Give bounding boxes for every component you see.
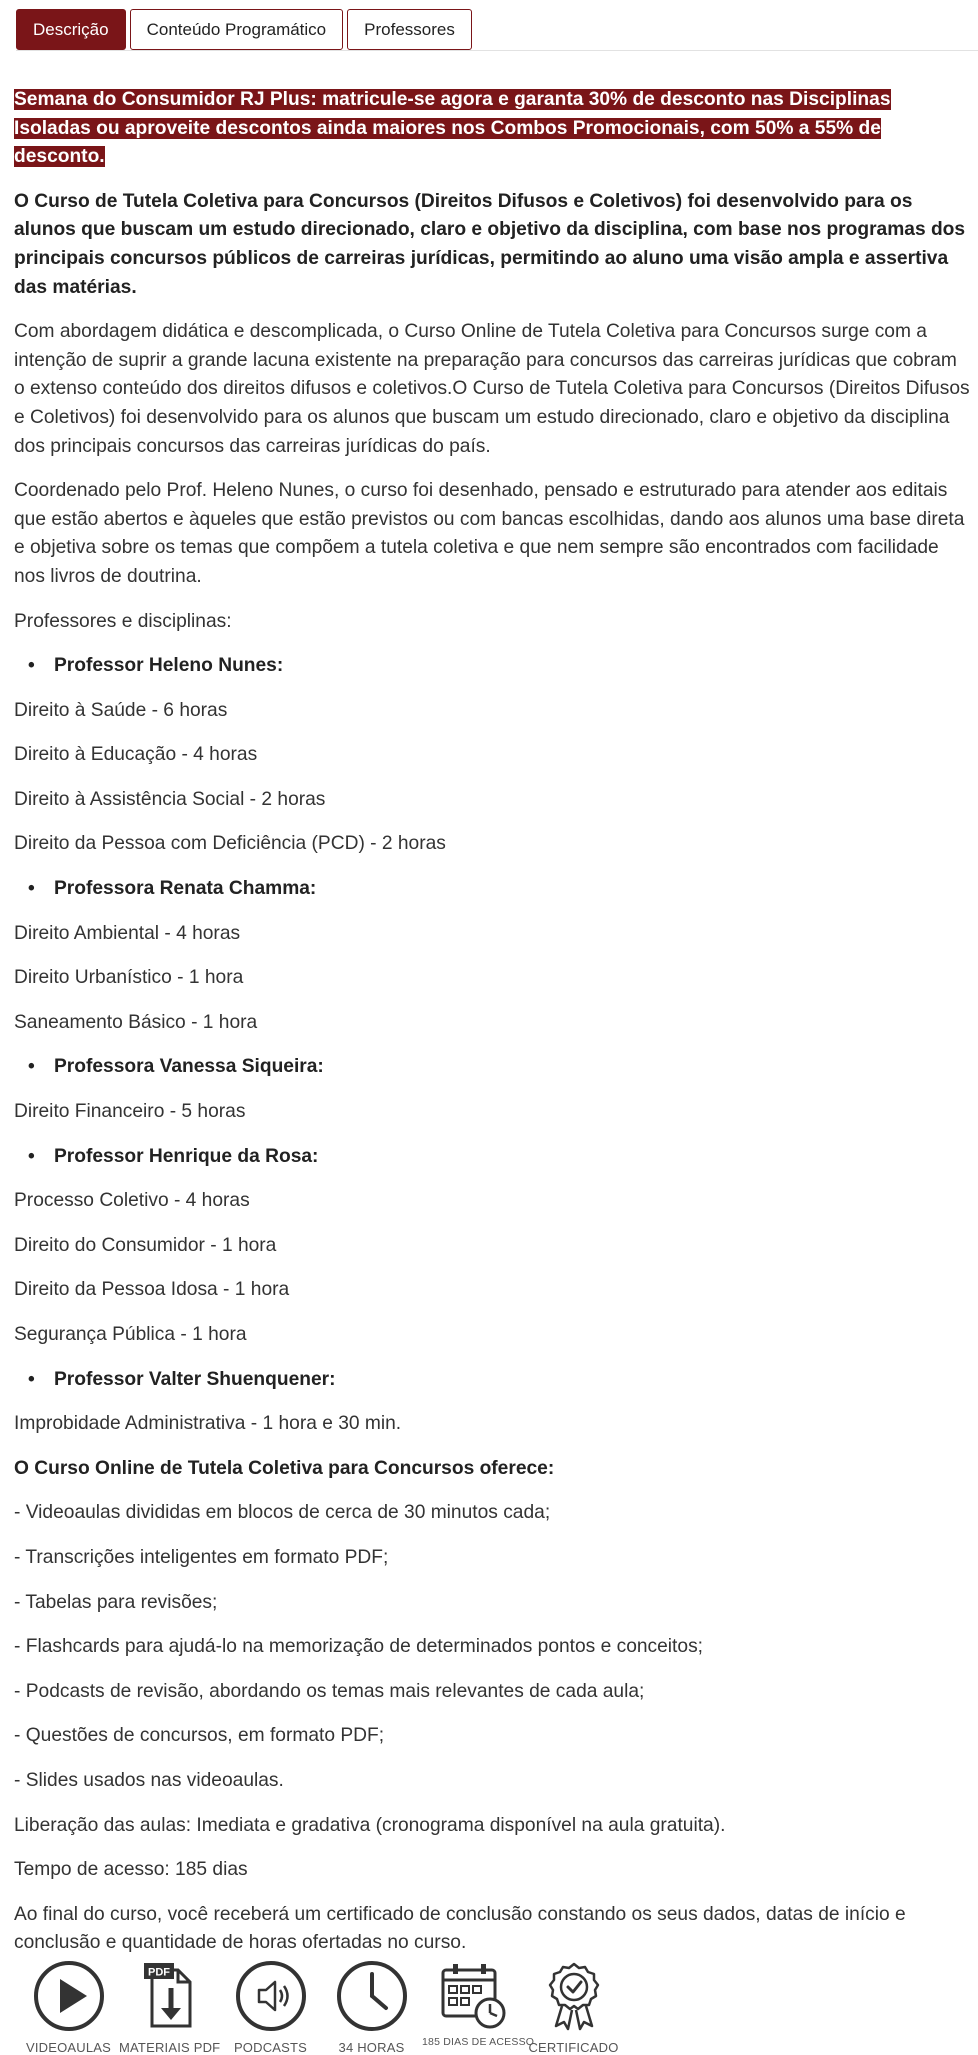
offer-item: - Slides usados nas videoaulas. [14,1769,284,1791]
description-paragraph: Com abordagem didática e descomplicada, o Curso Online de Tutela Coletiva para Concursos surge com a intenção de suprir a grande lacuna existente na preparação para concursos das carreiras jurídicas que cobram o extenso conteúdo dos direitos difusos e coletivos.O Curso de Tutela Coletiva para Concursos (Direitos Difusos e Coletivos) foi desenvolvido para os alunos que buscam um estudo direcionado, claro e objetivo da disciplina dos principais concursos das carreiras jurídicas do país. [14,321,970,457]
feature-label: 34 HORAS [338,2040,405,2055]
clock-icon [336,1960,408,2032]
offer-item: - Transcrições inteligentes em formato PDF; [14,1546,389,1568]
subject-item: Direito Financeiro - 5 horas [14,1101,246,1123]
promo-text: Semana do Consumidor RJ Plus: matricule-se agora e garanta 30% de desconto nas Disciplinas Isoladas ou aproveite descontos ainda maiores nos Combos Promocionais, com 50% a 55% de desconto. [14,89,891,168]
offer-item: - Questões de concursos, em formato PDF; [14,1725,385,1747]
professor-name: • Professora Vanessa Siqueira: [14,1053,970,1082]
tab-descricao[interactable]: Descrição [16,9,126,50]
offer-heading: O Curso Online de Tutela Coletiva para Concursos oferece: [14,1457,555,1479]
subject-item: Segurança Pública - 1 hora [14,1324,247,1345]
feature-label: 185 DIAS DE ACESSO [422,2036,535,2048]
podcast-icon [235,1960,307,2032]
subject-item: Direito Urbanístico - 1 hora [14,967,244,989]
pdf-badge: PDF [147,1966,170,1979]
release-info: Liberação das aulas: Imediata e gradativa (cronograma disponível na aula gratuita). [14,1814,726,1836]
subject-item: Direito Ambiental - 4 horas [14,922,241,944]
tab-bar [16,9,472,50]
professor-name: • Professor Henrique da Rosa: [14,1143,970,1172]
tab-divider [16,50,978,51]
course-features [18,1960,624,2055]
subject-item: Direito à Educação - 4 horas [14,744,258,766]
subject-item: Processo Coletivo - 4 horas [14,1190,250,1212]
offer-item: - Podcasts de revisão, abordando os temas mais relevantes de cada aula; [14,1680,645,1702]
tab-conteudo-programatico[interactable]: Conteúdo Programático [130,9,344,50]
subject-item: Direito da Pessoa Idosa - 1 hora [14,1279,290,1301]
feature-dias-acesso [422,1960,535,2055]
play-circle-icon [33,1960,105,2032]
offer-item: - Flashcards para ajudá-lo na memorização de determinados pontos e conceitos; [14,1636,703,1658]
feature-label: CERTIFICADO [528,2040,619,2055]
professor-name: • Professora Renata Chamma: [14,875,970,904]
tab-professores[interactable]: Professores [347,9,472,50]
pdf-file-icon [134,1960,206,2032]
offer-item: - Tabelas para revisões; [14,1591,218,1613]
description-paragraph: Coordenado pelo Prof. Heleno Nunes, o curso foi desenhado, pensado e estruturado para atender aos editais que estão abertos e àqueles que estão previstos ou com bancas escolhidas, dando aos alunos uma base direta e objetiva sobre os temas que compõem a tutela coletiva e que nem sempre são encontrados com facilidade nos livros de doutrina. [14,480,965,587]
subject-item: Direito da Pessoa com Deficiência (PCD) - 2 horas [14,833,446,855]
access-time-info: Tempo de acesso: 185 dias [14,1859,248,1881]
subject-item: Improbidade Administrativa - 1 hora e 30 min. [14,1413,402,1435]
intro-text: O Curso de Tutela Coletiva para Concursos (Direitos Difusos e Coletivos) foi desenvolvido para os alunos que buscam um estudo direcionado, claro e objetivo da disciplina, com base nos programas dos principais concursos públicos de carreiras jurídicas, permitindo ao aluno uma visão ampla e assertiva das matérias. [14,190,966,298]
professors-heading: Professores e disciplinas: [14,610,232,632]
subject-item: Direito à Saúde - 6 horas [14,699,228,721]
subject-item: Direito do Consumidor - 1 hora [14,1234,277,1256]
subject-item: Saneamento Básico - 1 hora [14,1011,258,1033]
promo-banner [14,86,970,172]
feature-label: PODCASTS [233,2040,308,2055]
subject-item: Direito à Assistência Social - 2 horas [14,788,326,810]
professor-name: • Professor Valter Shuenquener: [14,1366,970,1395]
feature-videoaulas [18,1960,119,2055]
calendar-icon [437,1960,509,2032]
feature-podcasts [220,1960,321,2055]
certificate-info: Ao final do curso, você receberá um certificado de conclusão constando os seus dados, datas de início e conclusão e quantidade de horas ofertadas no curso. [14,1903,906,1954]
feature-label: VIDEOAULAS [25,2040,112,2055]
feature-certificado [523,1960,624,2055]
feature-label: MATERIAIS PDF [119,2040,221,2055]
feature-horas [321,1960,422,2055]
professor-name: • Professor Heleno Nunes: [14,652,970,681]
offer-item: - Videoaulas divididas em blocos de cerca de 30 minutos cada; [14,1502,551,1524]
feature-materiais-pdf [119,1960,220,2055]
certificate-icon [538,1960,610,2032]
description-panel [14,86,970,1974]
